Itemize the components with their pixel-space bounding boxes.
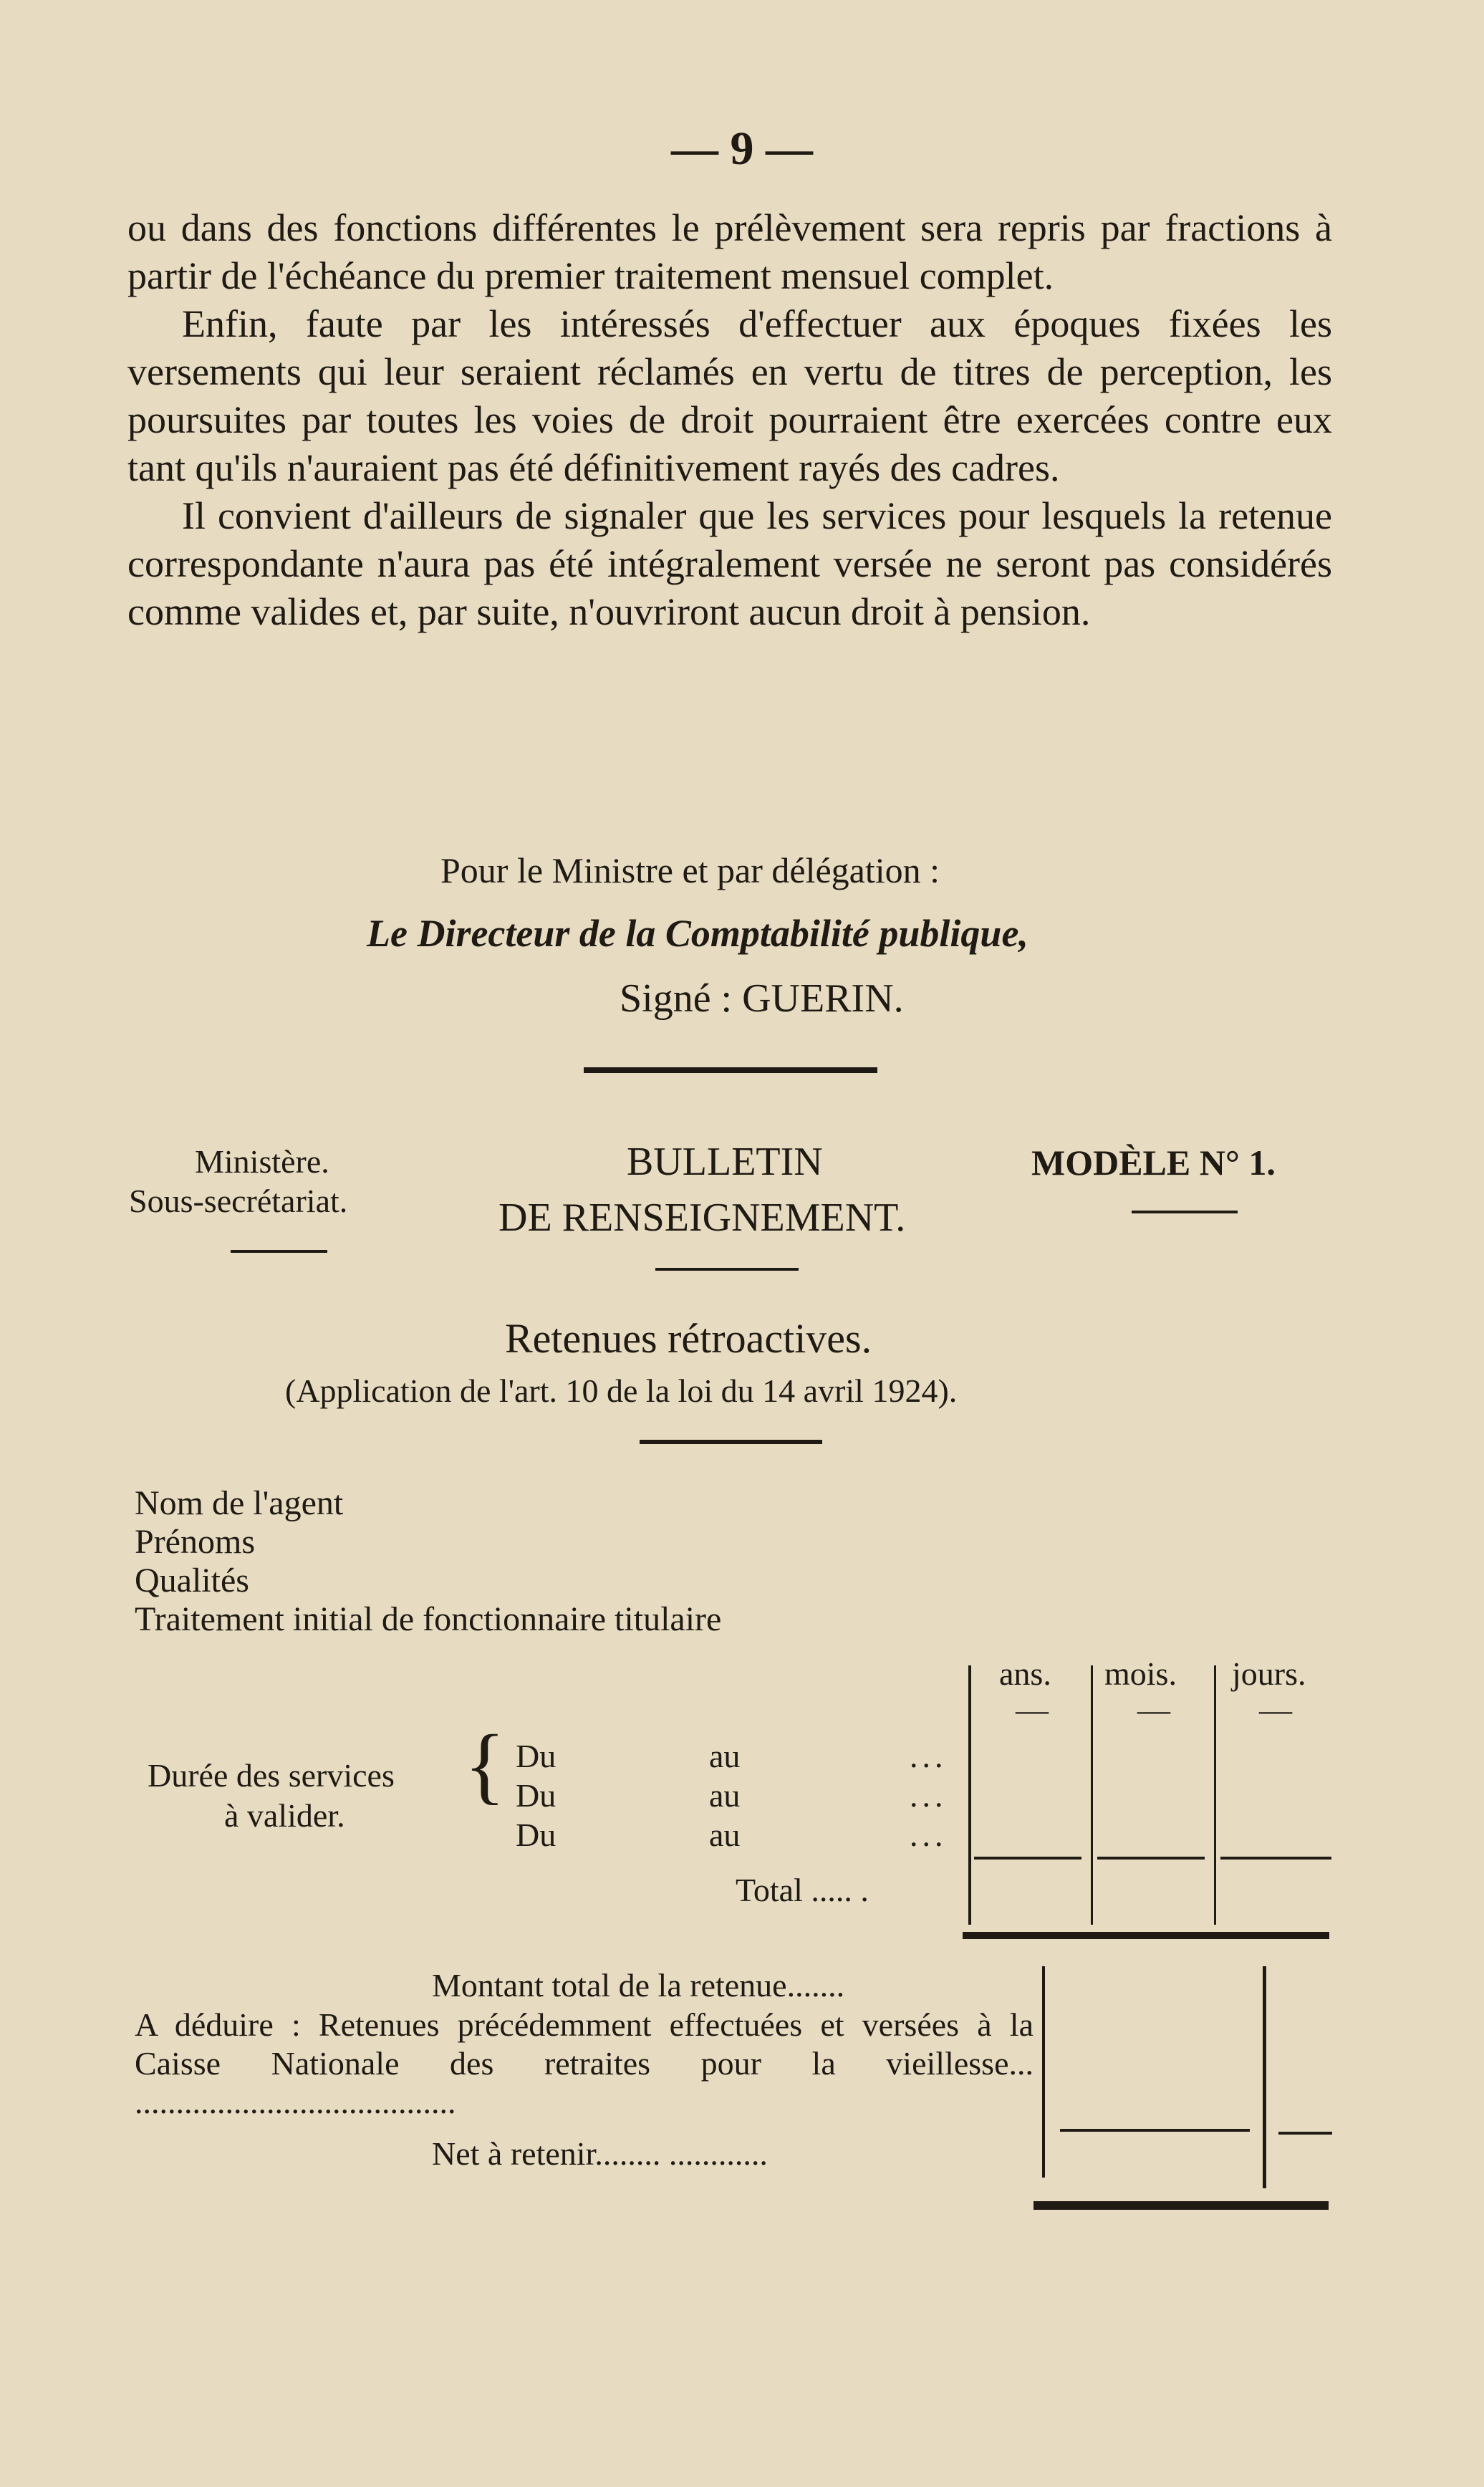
paragraph-1: ou dans des fonctions différentes le prélèvement sera repris par fractions à partir de l'échéance du premier traitement mensuel complet.: [127, 206, 1332, 297]
row1-from: Du: [516, 1738, 556, 1774]
subtotal-line-months: [1097, 1857, 1205, 1860]
amount-subtotal-line: [1060, 2129, 1250, 2132]
amount-divider: [1263, 1966, 1266, 2188]
paragraph-2: Enfin, faute par les intéressés d'effectuer aux époques fixées les versements qui leur seraient réclamés en vertu de titres de perception, les poursuites par toutes les voies de droit pourraient être exercées contre eux tant qu'ils n'auraient pas été définitivement rayés des cadres.: [127, 302, 1332, 489]
row2-dots: ...: [910, 1777, 948, 1814]
form-title-1: BULLETIN: [627, 1140, 823, 1184]
application-note: (Application de l'art. 10 de la loi du 14 avril 1924).: [285, 1372, 958, 1409]
amount-left-border: [1042, 1966, 1045, 2178]
col-dash-years: —: [1016, 1691, 1049, 1728]
montant-label: Montant total de la retenue.......: [432, 1967, 845, 2003]
col-header-years: ans.: [999, 1655, 1051, 1692]
form-title-2: DE RENSEIGNEMENT.: [498, 1196, 906, 1240]
subsec-underline: [231, 1250, 327, 1253]
row1-dots: ...: [910, 1738, 948, 1774]
ministry-label: Ministère.: [195, 1143, 329, 1180]
table-bottom-rule: [963, 1932, 1329, 1939]
field-agent-name: Nom de l'agent: [135, 1484, 344, 1522]
table-left-border: [968, 1665, 971, 1925]
field-initial-salary: Traitement initial de fonctionnaire titulaire: [135, 1600, 722, 1638]
amount-bottom-rule: [1034, 2201, 1329, 2210]
field-first-names: Prénoms: [135, 1523, 255, 1561]
duration-label-2: à valider.: [224, 1797, 345, 1834]
separator-rule: [584, 1067, 877, 1073]
deduire-text: A déduire : Retenues précédemment effectuées et versées à la Caisse Nationale des retraites pour la vieillesse... .......................................: [135, 2006, 1034, 2120]
total-label: Total ..... .: [736, 1872, 869, 1908]
net-label: Net à retenir........ ............: [432, 2135, 768, 2172]
brace-glyph: {: [464, 1717, 506, 1812]
row2-to: au: [709, 1777, 741, 1814]
model-underline: [1132, 1211, 1238, 1213]
col-header-days: jours.: [1232, 1655, 1306, 1692]
table-divider-1: [1091, 1665, 1093, 1925]
signature-title: Le Directeur de la Comptabilité publique,: [367, 912, 1028, 955]
amount-cents-line: [1278, 2132, 1332, 2135]
page-number: — 9 —: [671, 122, 813, 175]
row3-dots: ...: [910, 1817, 948, 1853]
paragraph-3: Il convient d'ailleurs de signaler que les services pour lesquels la retenue correspondante n'aura pas été intégralement versée ne seront pas considérés comme valides et, par suite, n'ouvriront aucun droit à pension.: [127, 494, 1332, 633]
form-subtitle: Retenues rétroactives.: [505, 1315, 872, 1362]
table-divider-2: [1214, 1665, 1216, 1925]
row3-to: au: [709, 1817, 741, 1853]
subsecretariat-label: Sous-secrétariat.: [129, 1183, 348, 1219]
subtotal-line-days: [1220, 1857, 1331, 1860]
row1-to: au: [709, 1738, 741, 1774]
model-number: MODÈLE N° 1.: [1031, 1143, 1276, 1183]
col-header-months: mois.: [1104, 1655, 1177, 1692]
subtitle-underline: [640, 1440, 822, 1444]
field-qualities: Qualités: [135, 1562, 249, 1600]
body-text: [127, 204, 1332, 636]
title-underline: [655, 1268, 799, 1271]
signature-delegation: Pour le Ministre et par délégation :: [440, 850, 940, 890]
row2-from: Du: [516, 1777, 556, 1814]
duration-label-1: Durée des services: [148, 1757, 395, 1794]
col-dash-months: —: [1137, 1691, 1170, 1728]
signature-name: Signé : GUERIN.: [620, 976, 904, 1021]
row3-from: Du: [516, 1817, 556, 1853]
col-dash-days: —: [1259, 1691, 1292, 1728]
subtotal-line-years: [974, 1857, 1081, 1860]
agent-fields: [135, 1484, 721, 1639]
